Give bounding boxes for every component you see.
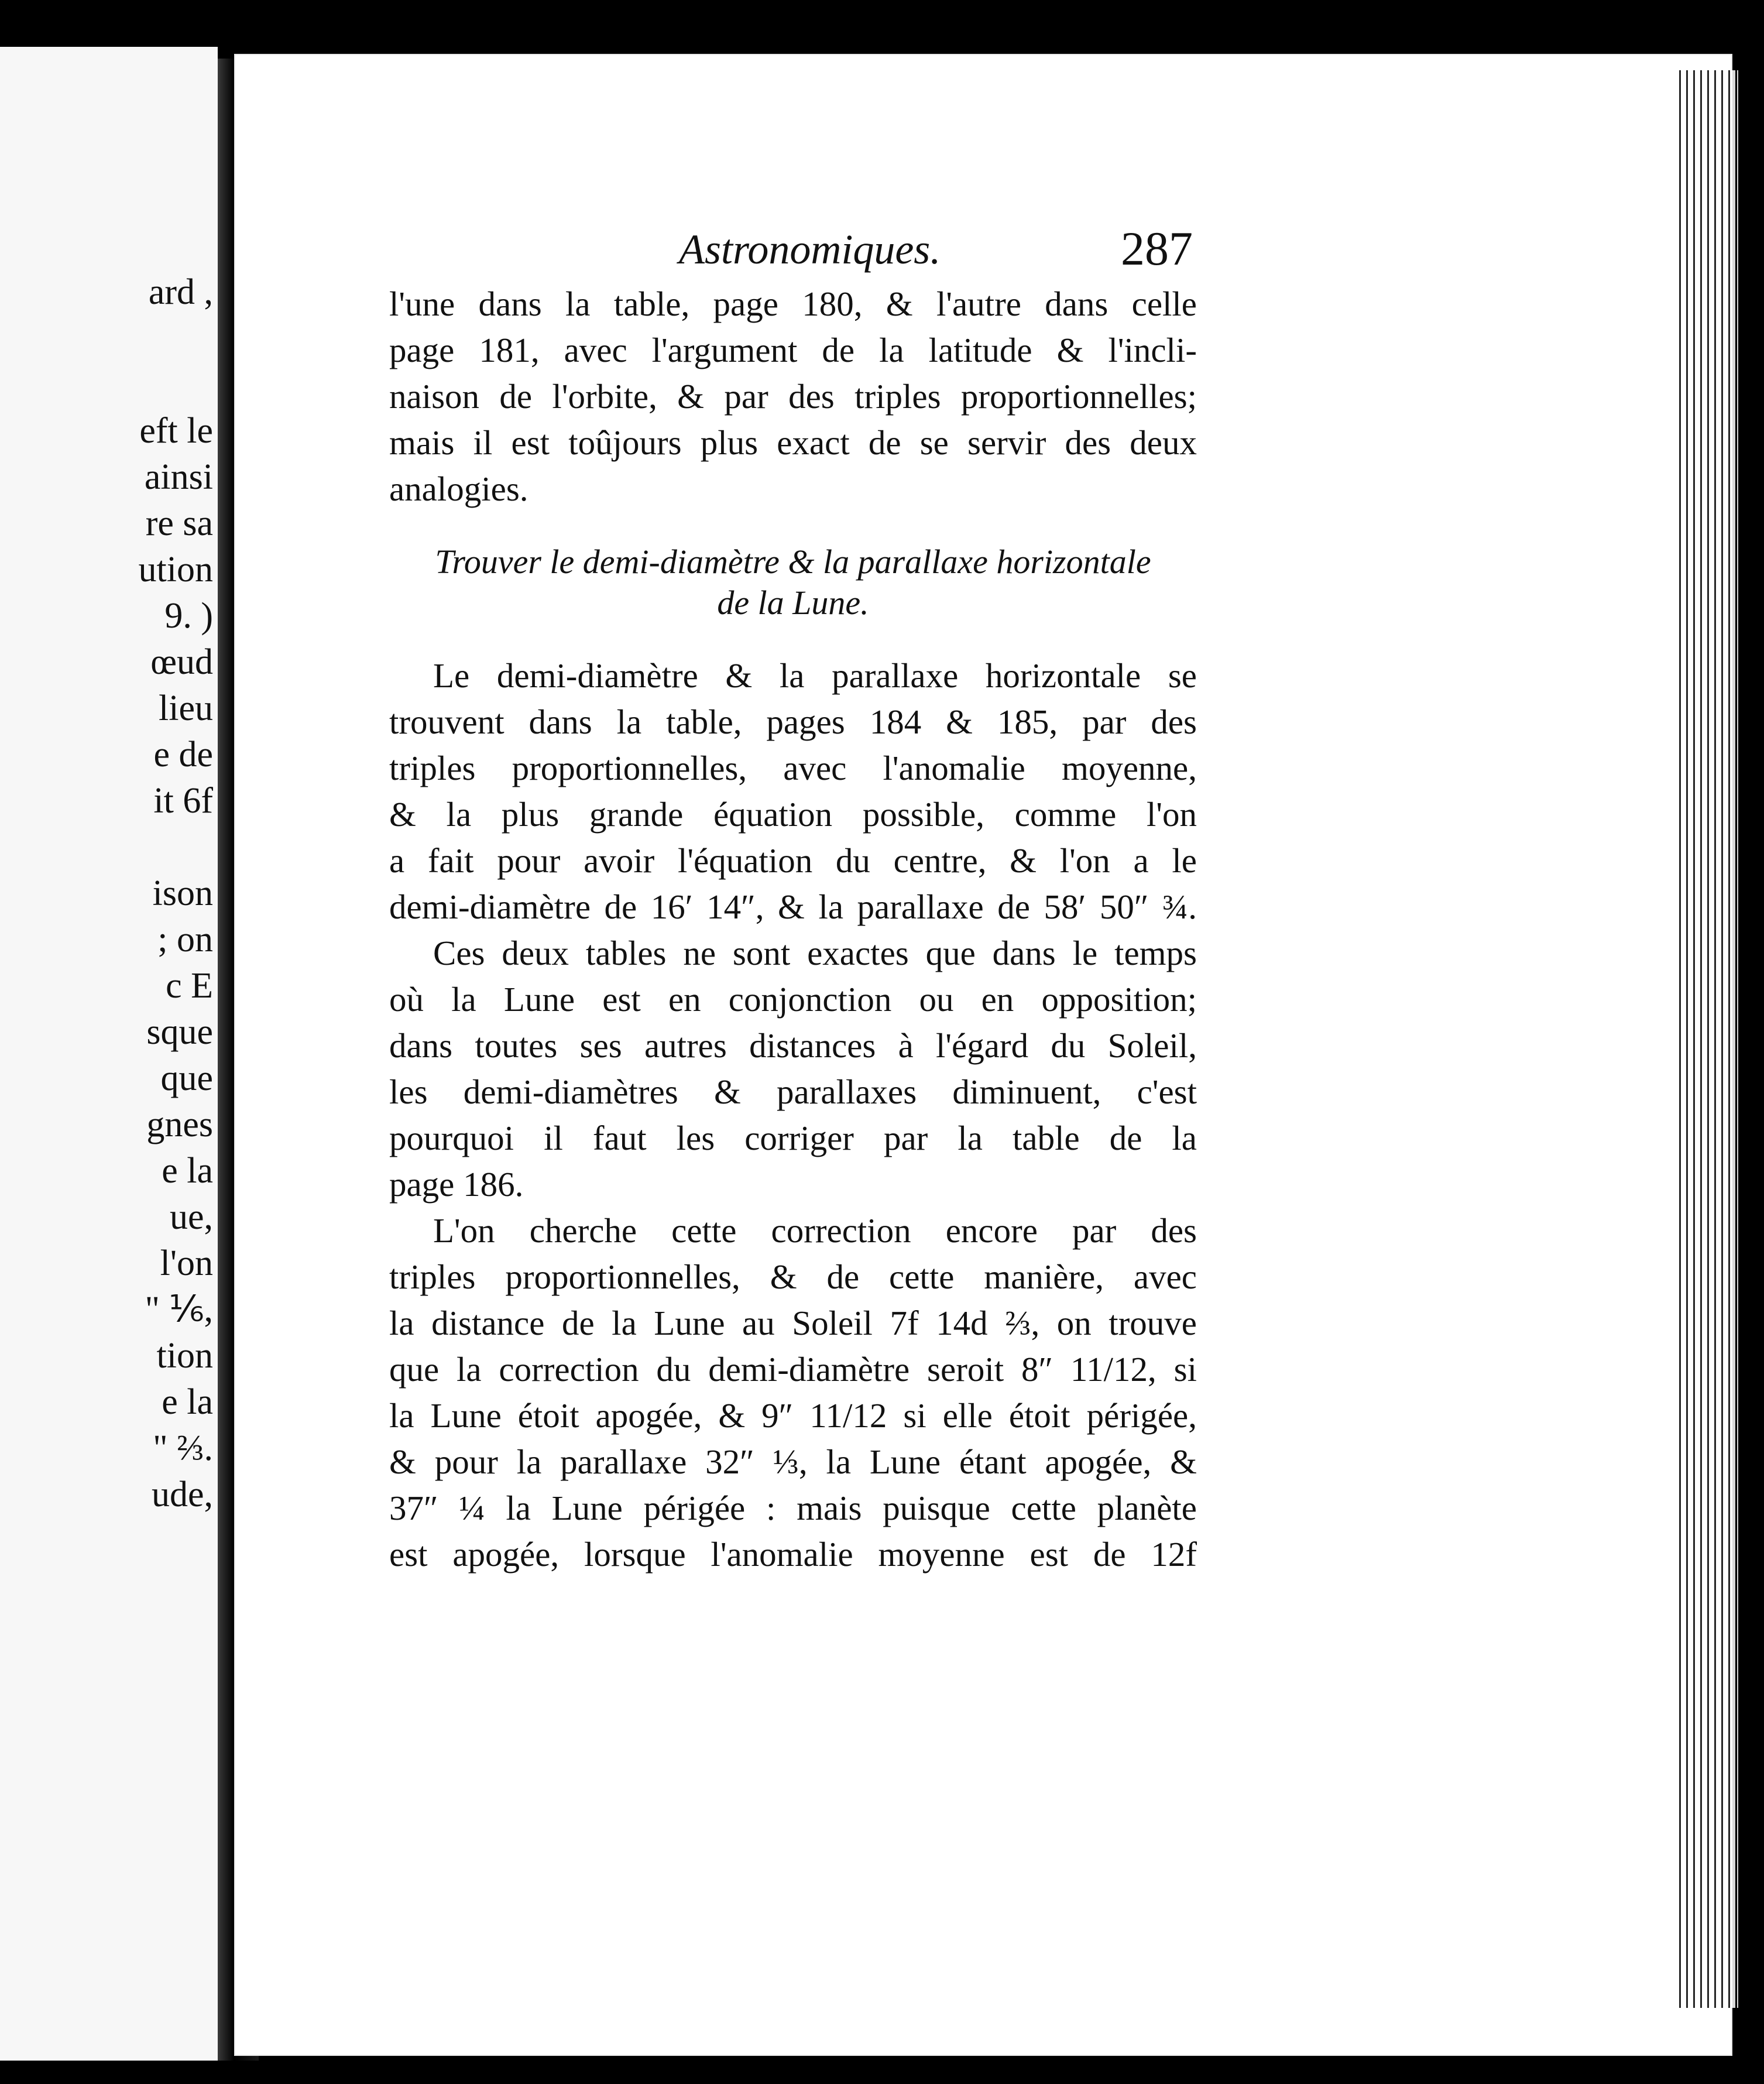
text-line: page 181, avec l'argument de la latitude & l'incli- — [389, 331, 1197, 369]
text-line: pourquoi il faut les corriger par la table de la — [389, 1119, 1197, 1157]
heading-line: de la Lune. — [717, 584, 869, 622]
section-heading — [389, 541, 1197, 623]
text-line: l'une dans la table, page 180, & l'autre dans celle — [389, 285, 1197, 323]
left-page-line: 9. ) — [164, 596, 213, 636]
left-page-line: re sa — [145, 503, 213, 543]
heading-line: Trouver le demi-diamètre & la parallaxe horizontale — [435, 543, 1151, 581]
left-page-line — [0, 824, 213, 870]
page-number: 287 — [1121, 222, 1193, 275]
left-page-line: sque — [146, 1012, 213, 1052]
left-page-line: ainsi — [144, 457, 213, 497]
left-page-line: ue, — [169, 1197, 213, 1237]
left-page-line: lieu — [159, 688, 213, 728]
left-page-text — [0, 269, 218, 1518]
left-page-line: " ⅔. — [153, 1428, 213, 1468]
left-page-line: œud — [150, 642, 213, 682]
text-line: où la Lune est en conjonction ou en opposition; — [389, 980, 1197, 1019]
text-line: demi-diamètre de 16′ 14″, & la parallaxe de 58′ 50″ ¾. — [389, 887, 1197, 926]
left-page — [0, 47, 218, 2061]
text-line: & la plus grande équation possible, comme l'on — [389, 795, 1197, 834]
text-line: & pour la parallaxe 32″ ⅓, la Lune étant apogée, & — [389, 1442, 1197, 1481]
left-page-line — [0, 316, 213, 362]
text-line: mais il est toûjours plus exact de se servir des deux — [389, 423, 1197, 462]
text-line: triples proportionnelles, avec l'anomalie moyenne, — [389, 749, 1197, 787]
text-line: page 186. — [389, 1165, 524, 1204]
left-page-line: ude, — [151, 1475, 213, 1514]
text-line: naison de l'orbite, & par des triples proportionnelles; — [389, 377, 1197, 416]
paragraph-2 — [389, 653, 1197, 930]
text-line: L'on cherche cette correction encore par des — [433, 1211, 1197, 1250]
paragraph-1 — [389, 281, 1197, 512]
running-head: Astronomiques. — [679, 226, 941, 273]
text-line: 37″ ¼ la Lune périgée : mais puisque cette planète — [389, 1489, 1197, 1527]
page-edges — [1674, 70, 1738, 2008]
text-line: la distance de la Lune au Soleil 7f 14d ⅔, on trouve — [389, 1304, 1197, 1342]
left-page-line: gnes — [146, 1105, 213, 1144]
left-page-line: it 6f — [153, 781, 213, 821]
text-line: a fait pour avoir l'équation du centre, & l'on a le — [389, 841, 1197, 880]
left-page-line: que — [160, 1058, 213, 1098]
left-page-line: l'on — [160, 1243, 213, 1283]
paragraph-3 — [389, 930, 1197, 1208]
text-line: Ces deux tables ne sont exactes que dans le temps — [433, 934, 1197, 972]
left-page-line: e la — [162, 1382, 213, 1422]
text-line: analogies. — [389, 469, 528, 508]
text-line: triples proportionnelles, & de cette manière, avec — [389, 1257, 1197, 1296]
paragraph-4 — [389, 1208, 1197, 1578]
text-line: dans toutes ses autres distances à l'égard du Soleil, — [389, 1026, 1197, 1065]
left-page-line: ison — [152, 873, 213, 913]
left-page-line: e la — [162, 1151, 213, 1191]
text-line: Le demi-diamètre & la parallaxe horizontale se — [433, 656, 1197, 695]
left-page-line: " ⅙, — [145, 1290, 213, 1329]
body-text — [389, 281, 1197, 1578]
left-page-line: ard , — [148, 272, 213, 312]
text-line: est apogée, lorsque l'anomalie moyenne est de 12f — [389, 1535, 1197, 1574]
left-page-line — [0, 362, 213, 408]
text-line: les demi-diamètres & parallaxes diminuent, c'est — [389, 1072, 1197, 1111]
left-page-line: e de — [153, 735, 213, 774]
left-page-line: eft le — [139, 411, 213, 451]
text-line: trouvent dans la table, pages 184 & 185, par des — [389, 702, 1197, 741]
left-page-line: ; on — [157, 920, 213, 959]
text-line: que la correction du demi-diamètre seroit 8″ 11/12, si — [389, 1350, 1197, 1389]
text-line: la Lune étoit apogée, & 9″ 11/12 si elle étoit périgée, — [389, 1396, 1197, 1435]
left-page-line: tion — [156, 1336, 213, 1376]
left-page-line: c E — [166, 966, 213, 1006]
left-page-line: ution — [138, 550, 213, 589]
